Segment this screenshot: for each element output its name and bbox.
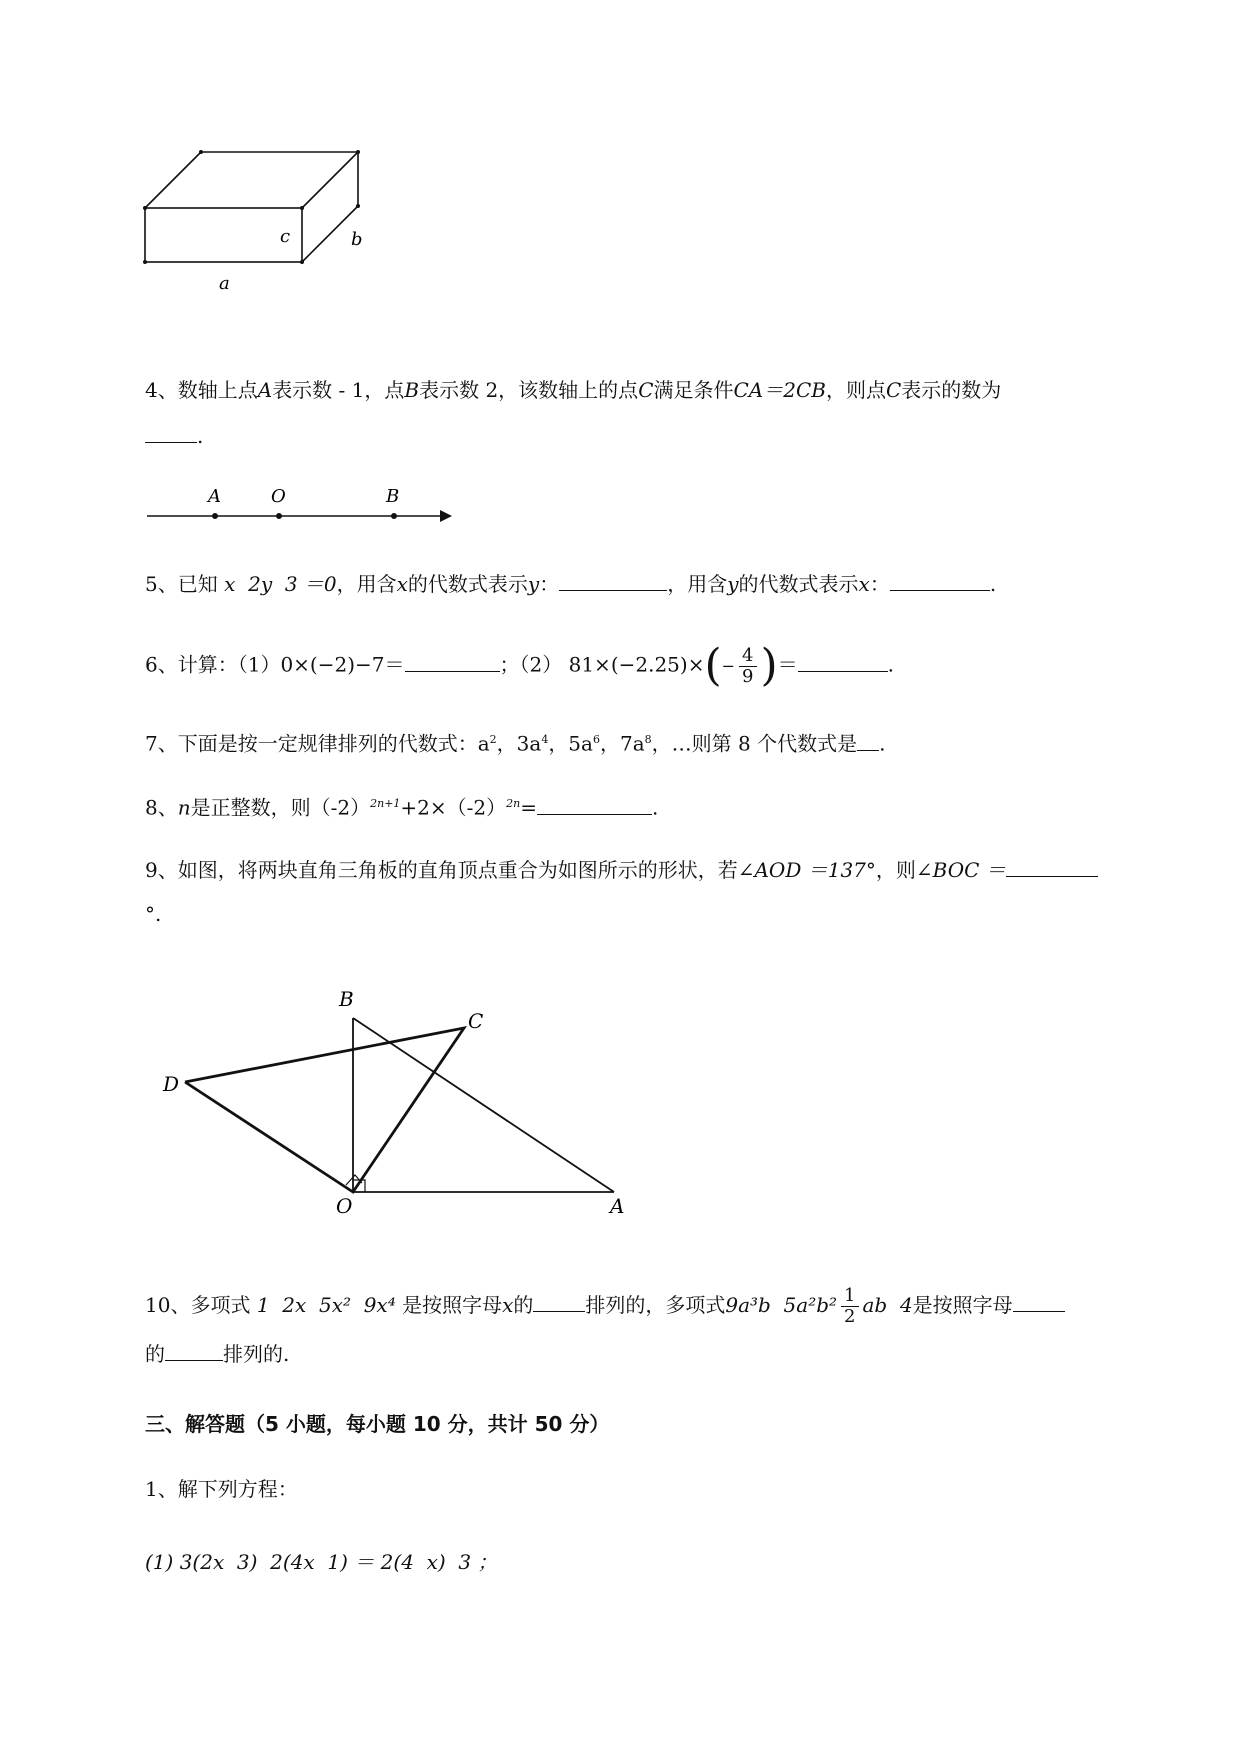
number-line-label-B: B [386, 486, 400, 507]
question-9-line-2: °. [145, 902, 162, 926]
question-7: 7、下面是按一定规律排列的代数式：$a^2$，$3a^4$，$5a^6$，$7a^8$，…则第 8 个代数式是 . [145, 731, 886, 756]
question-5: 5、已知 x 2y 3 ＝0，用含x的代数式表示y： ，用含y的代数式表示x： . [145, 572, 997, 596]
triangle-label-D: D [163, 1072, 180, 1096]
solve-question-1-equation-1: (1) 3(2x 3) 2(4x 1) ＝ 2(4 x) 3 ； [145, 1550, 498, 1574]
triangle-label-O: O [336, 1194, 353, 1218]
box-label-a: a [219, 273, 230, 294]
expression-2: 81×(−2.25)× [568, 652, 705, 677]
box-label-b: b [351, 229, 363, 250]
triangle-label-A: A [610, 1194, 625, 1218]
number-line-label-A: A [208, 486, 221, 507]
solve-question-1-title: 1、解下列方程： [145, 1477, 298, 1501]
answer-blank[interactable] [405, 653, 500, 672]
answer-blank[interactable] [145, 424, 197, 443]
answer-blank[interactable] [1013, 1293, 1065, 1312]
section-3-title: 三、解答题（5 小题，每小题 10 分，共计 50 分） [145, 1412, 610, 1436]
expression-1: 0×(−2)−7＝ [280, 652, 405, 677]
box-label-c: c [280, 226, 291, 247]
fraction-1-2: $\frac{1}{2}$ [841, 1286, 858, 1327]
polynomial-2: 9a³b 5a²b² [725, 1293, 838, 1317]
box-figure [140, 145, 400, 325]
number-line-label-O: O [271, 486, 286, 507]
equation: x 2y 3 ＝0 [224, 572, 337, 596]
answer-blank[interactable] [533, 1293, 585, 1312]
answer-blank[interactable] [537, 796, 652, 815]
answer-blank[interactable] [165, 1342, 223, 1361]
question-8: 8、n是正整数，则$(-2)^{2n+1}+2\times(-2)^{2n}=$ . [145, 795, 659, 820]
question-9: 9、如图，将两块直角三角板的直角顶点重合为如图所示的形状，若∠AOD ＝137°，则∠BOC ＝ [145, 856, 1098, 884]
question-6: 6、计算：（1）0×(−2)−7＝ ；（2） 81×(−2.25)×(− $\frac{4}{9}$ )＝ . [145, 640, 895, 691]
triangles-figure [155, 980, 655, 1230]
question-10: 10、多项式 1 2x 5x² 9x⁴ 是按照字母x的 排列的，多项式9a³b 5a²b² $\frac{1}{2}$ ab 4是按照字母 [145, 1285, 1065, 1327]
triangle-label-C: C [468, 1009, 484, 1033]
answer-blank[interactable] [798, 653, 888, 672]
question-4-answer-line: . [145, 422, 203, 450]
answer-blank[interactable] [857, 732, 879, 751]
fraction-4-9: $\frac{4}{9}$ [739, 646, 756, 687]
angle-aod: ∠AOD ＝137° [737, 858, 876, 882]
answer-blank[interactable] [890, 572, 990, 591]
triangle-label-B: B [339, 987, 354, 1011]
number-line-figure [140, 482, 460, 532]
answer-blank[interactable] [559, 572, 667, 591]
angle-boc: ∠BOC ＝ [915, 858, 1006, 882]
question-4: 4、数轴上点A表示数 - 1，点B表示数 2，该数轴上的点C满足条件CA＝2CB，则点C表示的数为 [145, 378, 1002, 402]
question-10-line-2: 的 排列的. [145, 1342, 290, 1366]
polynomial-1: 1 2x 5x² 9x⁴ [256, 1293, 396, 1317]
answer-blank[interactable] [1006, 858, 1098, 877]
